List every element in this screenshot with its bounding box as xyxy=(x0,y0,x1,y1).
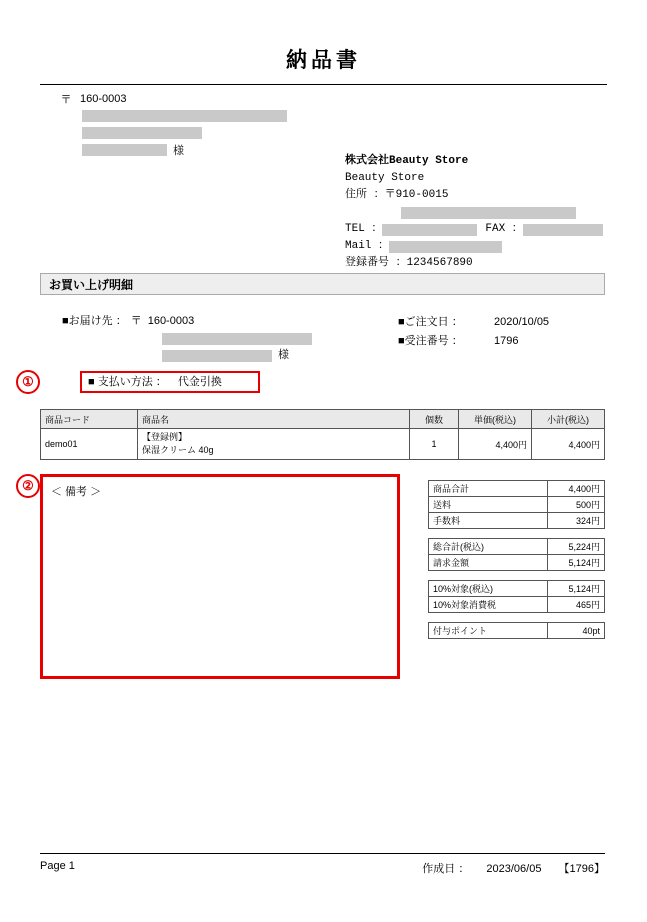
header-code: 商品コード xyxy=(41,410,138,429)
total-label-tax10-amount: 10%対象消費税 xyxy=(429,597,548,613)
total-label-billed: 請求金額 xyxy=(429,555,548,571)
redacted-delivery-address-2 xyxy=(162,350,272,362)
remarks-label: ＜ 備考 ＞ xyxy=(51,486,102,498)
customer-address-row-2 xyxy=(58,124,358,141)
items-table-header xyxy=(41,410,605,429)
total-label-grand: 総合計(税込) xyxy=(429,539,548,555)
footer-right xyxy=(408,860,605,876)
customer-name-row xyxy=(58,141,358,158)
redacted-delivery-address-1 xyxy=(162,333,312,345)
company-name: 株式会社Beauty Store xyxy=(345,155,469,167)
total-value-points: 40pt xyxy=(548,623,605,639)
company-registration-row xyxy=(345,255,605,272)
delivery-label: ■お届け先 ： xyxy=(62,315,127,327)
customer-postal-row xyxy=(58,90,358,107)
table-row xyxy=(429,623,605,639)
customer-address-row-1 xyxy=(58,107,358,124)
order-number-row xyxy=(398,332,549,351)
totals-group-1 xyxy=(428,480,605,529)
items-header-row xyxy=(41,410,605,429)
company-address-label: 住所 ： xyxy=(345,189,385,201)
footer-created-label: 作成日 ： xyxy=(422,863,470,875)
cell-qty: 1 xyxy=(410,429,459,460)
footer-divider xyxy=(40,853,605,854)
items-table-body xyxy=(41,429,605,460)
cell-name-line1: 【登録例】 xyxy=(142,432,188,442)
annotation-marker-1: ① xyxy=(16,370,40,394)
company-info-block xyxy=(345,153,605,272)
page-footer xyxy=(40,860,605,876)
company-mail-label: Mail ： xyxy=(345,240,390,252)
customer-postal-code: 160-0003 xyxy=(80,92,127,105)
cell-name-line2: 保湿クリーム 40g xyxy=(142,445,214,455)
delivery-postal-row xyxy=(62,313,382,330)
total-value-goods: 4,400円 xyxy=(548,481,605,497)
company-address-postal: 〒910-0015 xyxy=(384,189,449,201)
total-value-grand: 5,224円 xyxy=(548,539,605,555)
total-value-billed: 5,124円 xyxy=(548,555,605,571)
table-row xyxy=(429,497,605,513)
company-registration-number: 1234567890 xyxy=(406,257,473,269)
order-date-value: 2020/10/05 xyxy=(494,316,550,328)
redacted-address-1 xyxy=(82,110,287,122)
table-row xyxy=(429,513,605,529)
redacted-company-address xyxy=(401,207,576,219)
order-number-label: ■受注番号 ： xyxy=(398,335,463,347)
redacted-tel xyxy=(382,224,477,236)
order-info-block xyxy=(398,313,549,351)
footer-page-number: Page 1 xyxy=(40,860,75,872)
total-label-fee: 手数料 xyxy=(429,513,548,529)
delivery-address-row-1 xyxy=(62,330,382,347)
company-tel-label: TEL ： xyxy=(345,223,383,235)
footer-created-date: 2023/06/05 xyxy=(486,863,542,875)
total-value-tax10-amount: 465円 xyxy=(548,597,605,613)
table-row xyxy=(429,555,605,571)
total-label-goods: 商品合計 xyxy=(429,481,548,497)
company-mail-row xyxy=(345,238,605,255)
order-date-row xyxy=(398,313,549,332)
delivery-postal-code: 160-0003 xyxy=(147,315,195,327)
redacted-mail xyxy=(389,241,502,253)
annotation-marker-2: ② xyxy=(16,474,40,498)
totals-group-4 xyxy=(428,622,605,639)
total-label-shipping: 送料 xyxy=(429,497,548,513)
payment-method-value: 代金引換 xyxy=(177,376,222,388)
totals-group-3 xyxy=(428,580,605,613)
total-value-tax10-target: 5,124円 xyxy=(548,581,605,597)
cell-unit-price: 4,400円 xyxy=(459,429,532,460)
total-label-tax10-target: 10%対象(税込) xyxy=(429,581,548,597)
footer-order-number: 【1796】 xyxy=(558,863,605,875)
delivery-address-block xyxy=(62,313,382,364)
delivery-postal-mark-icon: 〒 xyxy=(130,315,142,327)
table-row xyxy=(429,539,605,555)
totals-block xyxy=(428,480,605,648)
remarks-box xyxy=(40,474,400,679)
company-tel-fax-row xyxy=(345,221,605,238)
cell-code: demo01 xyxy=(41,429,138,460)
total-value-fee: 324円 xyxy=(548,513,605,529)
customer-address-block xyxy=(58,90,358,158)
header-unit-price: 単価(税込) xyxy=(459,410,532,429)
payment-method-label: ■ 支払い方法 ： xyxy=(88,376,167,388)
purchase-detail-section-header: お買い上げ明細 xyxy=(40,273,605,295)
page-title: 納品書 xyxy=(40,44,607,85)
redacted-fax xyxy=(523,224,603,236)
cell-subtotal: 4,400円 xyxy=(532,429,605,460)
order-date-label: ■ご注文日 ： xyxy=(398,316,463,328)
delivery-address-row-2 xyxy=(62,347,382,364)
company-address-row xyxy=(345,187,605,204)
customer-honorific: 様 xyxy=(173,144,184,157)
table-row xyxy=(429,597,605,613)
header-subtotal: 小計(税込) xyxy=(532,410,605,429)
header-qty: 個数 xyxy=(410,410,459,429)
items-table xyxy=(40,409,605,460)
cell-name xyxy=(138,429,410,460)
header-name: 商品名 xyxy=(138,410,410,429)
company-name-en: Beauty Store xyxy=(345,172,425,184)
order-number-value: 1796 xyxy=(494,335,519,347)
payment-method-box xyxy=(80,371,260,393)
postal-mark-icon: 〒 xyxy=(60,93,72,106)
company-fax-label: FAX ： xyxy=(485,223,523,235)
total-value-shipping: 500円 xyxy=(548,497,605,513)
redacted-address-2 xyxy=(82,127,202,139)
invoice-sheet xyxy=(22,28,607,894)
totals-group-2 xyxy=(428,538,605,571)
company-address-redacted-row xyxy=(345,204,605,221)
company-registration-label: 登録番号 ： xyxy=(345,257,407,269)
delivery-honorific: 様 xyxy=(278,349,289,361)
table-row xyxy=(41,429,605,460)
redacted-customer-name xyxy=(82,144,167,156)
table-row xyxy=(429,581,605,597)
total-label-points: 付与ポイント xyxy=(429,623,548,639)
table-row xyxy=(429,481,605,497)
